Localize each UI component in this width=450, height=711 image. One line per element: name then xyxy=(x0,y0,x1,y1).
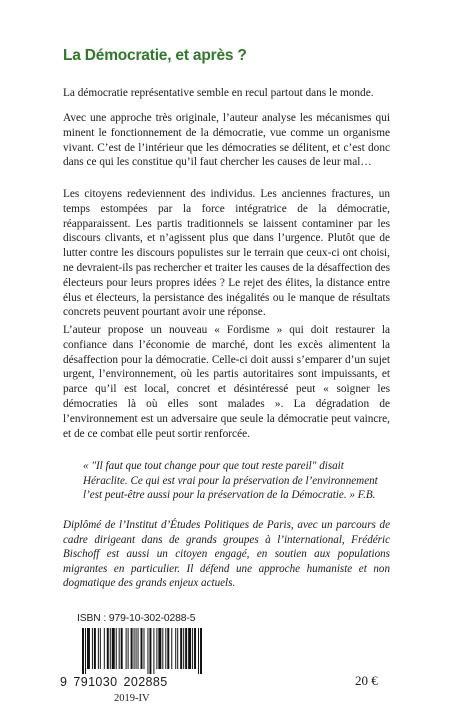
barcode-bar xyxy=(162,628,163,669)
barcode-bar xyxy=(131,628,133,669)
edition-code: 2019-IV xyxy=(114,693,150,704)
barcode-bar xyxy=(185,628,187,669)
barcode-bar xyxy=(136,628,137,669)
barcode-bar xyxy=(175,628,176,669)
barcode-bar xyxy=(188,628,191,669)
author-quote: « "Il faut que tout change pour que tout reste pareil" disait Héraclite. Ce qui est vrai pour la préservation de l’environnement l’est peut-être aussi pour la préservation de la Démocratie. » F.B. xyxy=(83,460,378,502)
barcode-bar xyxy=(104,628,105,669)
barcode-bar xyxy=(171,628,172,669)
isbn-label: ISBN : 979-10-302-0288-5 xyxy=(77,613,196,624)
barcode-bar xyxy=(183,628,184,669)
barcode-bar xyxy=(194,628,196,669)
barcode-bar xyxy=(128,628,129,669)
barcode-bar xyxy=(192,628,193,669)
barcode-bar xyxy=(156,628,157,669)
barcode-bar xyxy=(82,628,84,674)
barcode-bar xyxy=(94,628,96,669)
barcode-bar xyxy=(110,628,111,669)
barcode-bar xyxy=(180,628,182,669)
barcode-bar xyxy=(147,628,148,674)
barcode-bar xyxy=(134,628,135,669)
barcode-bar xyxy=(126,628,127,669)
paragraph-approach: Avec une approche très originale, l’auteur analyse les mécanismes qui minent le fonctionnement de la démocratie, vue comme un organisme vivant. C’est de l’intérieur que les démocraties se délitent, et c’est donc dans ce qui les constitue qu’il faut chercher les causes de leur mal… xyxy=(63,112,390,169)
paragraph-fordism: L’auteur propose un nouveau « Fordisme » qui doit restaurer la confiance dans l’économie de marché, dont les excès alimentent la désaffection pour la démocratie. Celle-ci doit aussi s’emparer d’un sujet urgent, l’environnement, où les partis autoritaires sont impuissants, et parce qu’il est local, concret et désintéressé peut « soigner les démocraties là où elles sont malades ». La dégradation de l’environnement est un adversaire que seule la démocratie peut vaincre, et de ce combat elle peut sortir renforcée. xyxy=(63,324,390,440)
barcode-bar xyxy=(98,628,99,669)
barcode-bar xyxy=(153,628,154,674)
barcode-bar xyxy=(200,628,202,674)
barcode-first-digit: 9 xyxy=(60,675,68,689)
barcode-bar xyxy=(167,628,169,669)
barcode-bar xyxy=(165,628,166,669)
barcode-bar xyxy=(141,628,143,669)
barcode-bar xyxy=(116,628,117,669)
barcode-bar xyxy=(149,628,151,674)
barcode-bar xyxy=(85,628,86,674)
barcode-bar xyxy=(198,628,199,674)
barcode-left-group: 791030 xyxy=(73,675,118,689)
barcode-image xyxy=(82,628,202,674)
barcode-bar xyxy=(121,628,123,669)
barcode-right-group: 202885 xyxy=(123,675,168,689)
price-label: 20 € xyxy=(355,673,378,688)
paragraph-citizens: Les citoyens redeviennent des individus. Les anciennes fractures, un temps estompées par la force intégratrice de la démocratie, réapparaissent. Les partis traditionnels se laissent contaminer par les discours clivants, et n’agissent plus que dans l’urgence. Plutôt que de lutter contre les discours populistes sur le terrain que ceux-ci ont choisi, ne devraient-ils pas rechercher et traiter les causes de la désaffection des électeurs pour leurs propres idées ? Le rejet des élites, la distance entre élus et électeurs, la persistance des inégalités ou le manque de résultats concrets peuvent pourtant avoir une réponse. xyxy=(63,188,390,319)
author-bio: Diplômé de l’Institut d’Études Politiques de Paris, avec un parcours de cadre dirigeant dans de grands groupes à l’international, Frédéric Bischoff est aussi un citoyen engagé, en soutien aux populations migrantes en particulier. Il défend une approche humaniste et non dogmatique des grands enjeux actuels. xyxy=(63,519,390,590)
barcode-bar xyxy=(143,628,144,669)
barcode-bar xyxy=(177,628,178,669)
barcode-bar xyxy=(87,628,90,669)
barcode-bar xyxy=(92,628,93,669)
paragraph-intro: La démocratie représentative semble en recul partout dans le monde. xyxy=(63,87,374,99)
book-title: La Démocratie, et après ? xyxy=(63,47,247,64)
barcode-digits xyxy=(60,675,208,689)
barcode-bar xyxy=(158,628,161,669)
barcode-bar xyxy=(107,628,109,669)
barcode-bar xyxy=(100,628,101,669)
barcode-bar xyxy=(112,628,115,669)
barcode-bar xyxy=(119,628,120,669)
barcode-bar xyxy=(138,628,139,669)
